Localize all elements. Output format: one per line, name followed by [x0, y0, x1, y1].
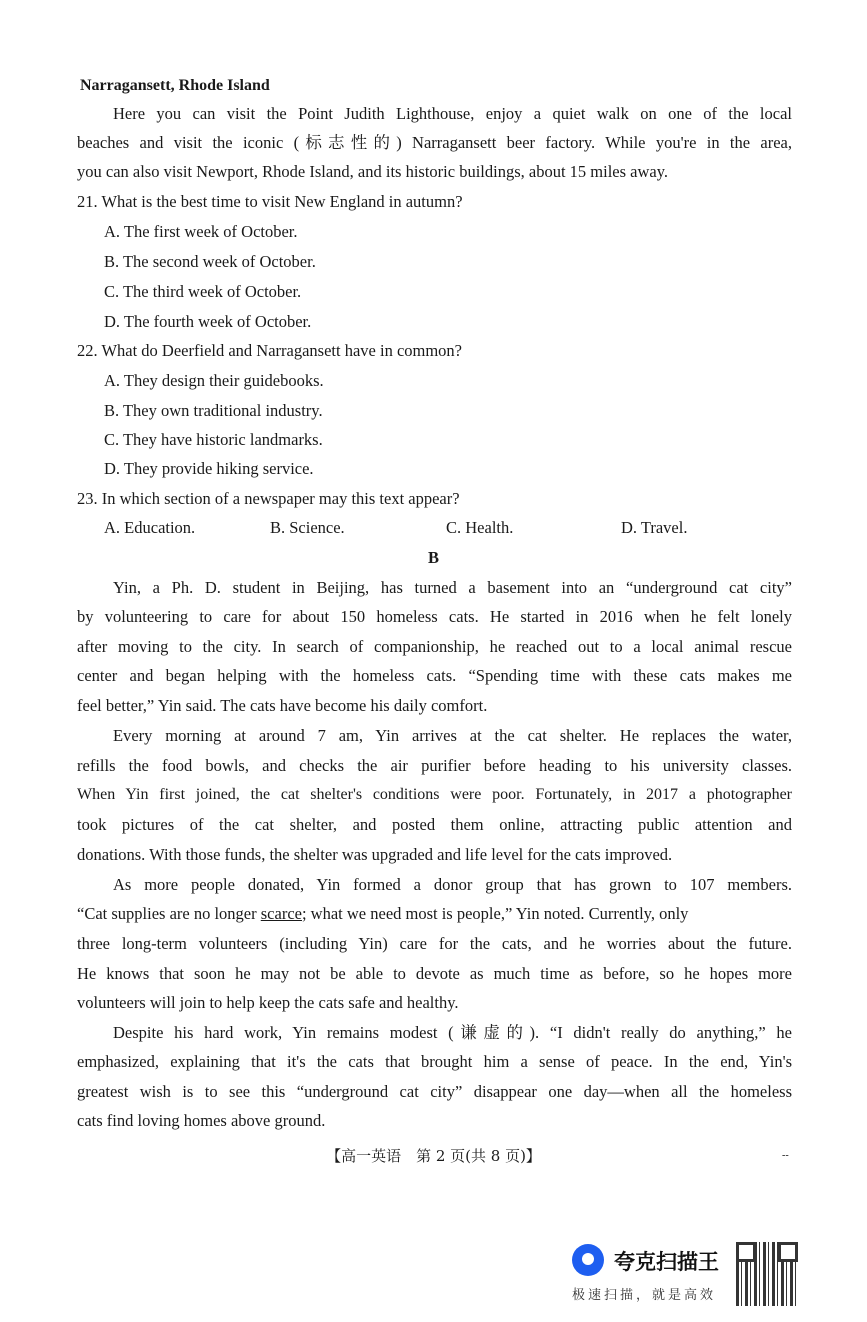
option: B. Science. [270, 518, 345, 537]
text-line: after moving to the city. In search of companionship, he reached out to a local animal rescue [77, 637, 792, 656]
underlined-word: scarce [260, 904, 302, 923]
quark-logo-icon [572, 1244, 604, 1276]
text-line: beaches and visit the iconic (标志性的) Narragansett beer factory. While you're in the area, [77, 133, 792, 152]
option: A. They design their guidebooks. [104, 371, 324, 390]
option: C. They have historic landmarks. [104, 430, 323, 449]
text-line: He knows that soon he may not be able to devote as much time as before, so he hopes more [77, 964, 792, 983]
option: A. The first week of October. [104, 222, 298, 241]
text-line: Yin, a Ph. D. student in Beijing, has turned a basement into an “underground cat city” [113, 578, 792, 597]
passage-heading: Narragansett, Rhode Island [80, 77, 270, 94]
text-line: refills the food bowls, and checks the air purifier before heading to his university classes. [77, 756, 792, 775]
text-line: Every morning at around 7 am, Yin arrives at the cat shelter. He replaces the water, [113, 726, 792, 745]
option: D. Travel. [621, 518, 688, 537]
text-line: When Yin first joined, the cat shelter's conditions were poor. Fortunately, in 2017 a photographer [77, 786, 792, 803]
text-line: three long-term volunteers (including Yin) care for the cats, and he worries about the future. [77, 934, 792, 953]
option: D. The fourth week of October. [104, 312, 312, 331]
text-line: by volunteering to care for about 150 homeless cats. He started in 2016 when he felt lonely [77, 607, 792, 626]
text-line: you can also visit Newport, Rhode Island, and its historic buildings, about 15 miles away. [77, 162, 669, 181]
question-stem: 21. What is the best time to visit New England in autumn? [77, 192, 463, 211]
option: B. The second week of October. [104, 252, 316, 271]
text-line: Here you can visit the Point Judith Lighthouse, enjoy a quiet walk on one of the local [113, 104, 792, 123]
text-line: donations. With those funds, the shelter was upgraded and life level for the cats improved. [77, 845, 673, 864]
page-footer: 【高一英语 第 2 页(共 8 页)】 [326, 1147, 541, 1165]
text-line: feel better,” Yin said. The cats have become his daily comfort. [77, 696, 488, 715]
text-line: center and began helping with the homeless cats. “Spending time with these cats makes me [77, 666, 792, 685]
option: C. The third week of October. [104, 282, 302, 301]
option: D. They provide hiking service. [104, 459, 314, 478]
text-line: greatest wish is to see this “underground cat city” disappear one day—when all the homeless [77, 1082, 792, 1101]
watermark-slogan: 极速扫描，就是高效 [572, 1288, 717, 1303]
text-line: cats find loving homes above ground. [77, 1111, 326, 1130]
text-line: Despite his hard work, Yin remains modest (谦虚的). “I didn't really do anything,” he [113, 1023, 792, 1042]
option: A. Education. [104, 518, 196, 537]
scanner-watermark [570, 1240, 810, 1310]
text-line: emphasized, explaining that it's the cats that brought him a sense of peace. In the end, Yin's [77, 1052, 792, 1071]
question-stem: 22. What do Deerfield and Narragansett have in common? [77, 341, 463, 360]
text-line: As more people donated, Yin formed a donor group that has grown to 107 members. [113, 875, 792, 894]
qr-code-icon [736, 1242, 798, 1306]
option: B. They own traditional industry. [104, 401, 323, 420]
text-line: volunteers will join to help keep the cats safe and healthy. [77, 993, 459, 1012]
scan-mark: -- [782, 1150, 789, 1161]
text-line: took pictures of the cat shelter, and posted them online, attracting public attention and [77, 815, 792, 834]
text-segment: ; what we need most is people,” Yin noted. Currently, only [301, 904, 689, 923]
text-segment: “Cat supplies are no longer [77, 904, 261, 923]
option: C. Health. [446, 518, 514, 537]
question-stem: 23. In which section of a newspaper may this text appear? [77, 489, 460, 508]
section-label: B [427, 548, 439, 567]
watermark-brand: 夸克扫描王 [614, 1250, 719, 1274]
text-line [77, 903, 792, 925]
